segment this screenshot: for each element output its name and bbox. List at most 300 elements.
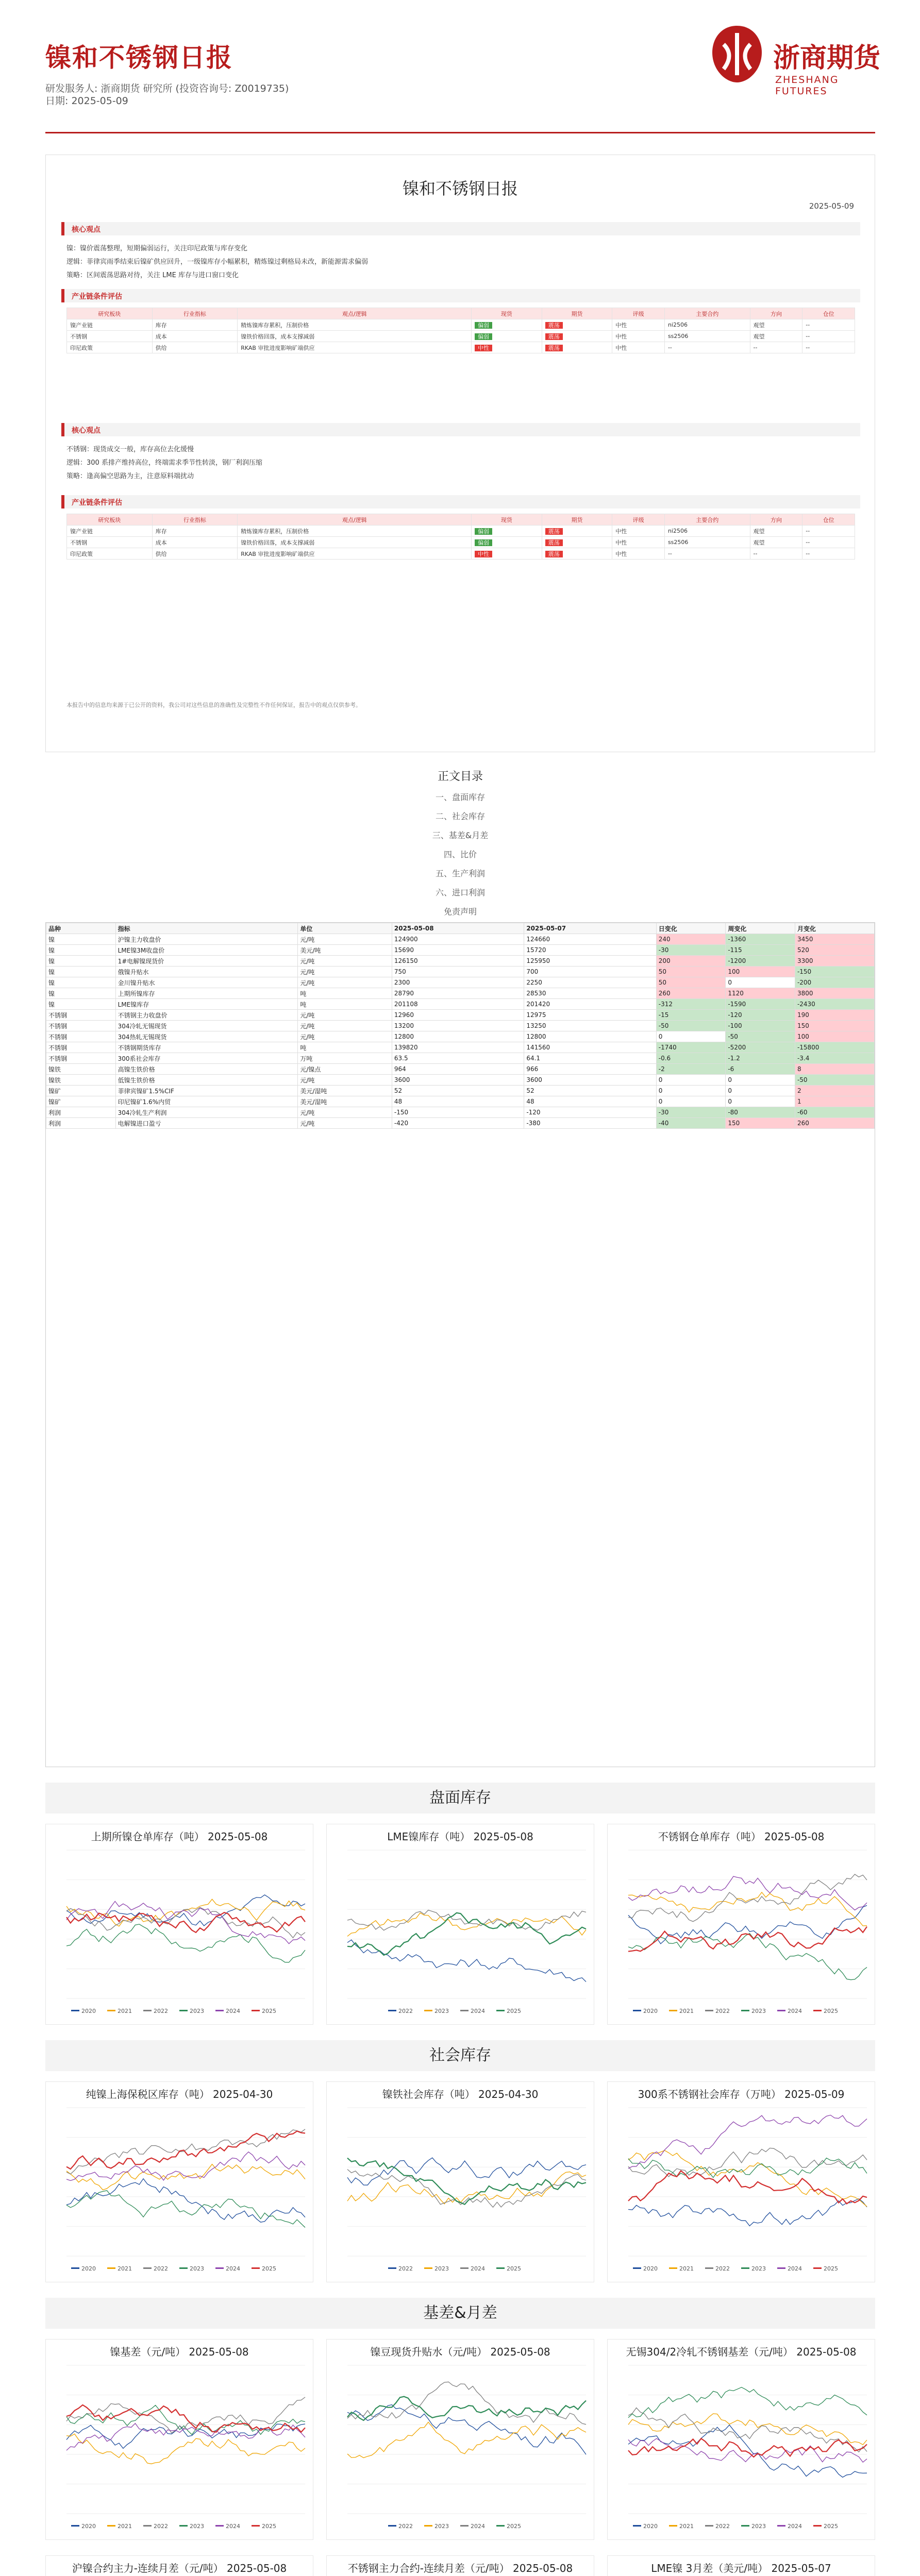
table-cell: -200 [795,977,874,988]
legend-swatch [388,2267,396,2269]
chart-title: 沪镍合约主力-连续月差（元/吨） 2025-05-08 [72,2562,287,2574]
table-cell: 中性 [612,331,665,342]
table-cell: 0 [726,1096,795,1107]
series-line [628,2438,867,2462]
chart-plot [608,2103,875,2282]
legend-swatch [424,2525,432,2527]
table-cell: 中性 [612,548,665,560]
legend-label: 2025 [507,2523,521,2530]
report-title: 镍和不锈钢日报 [45,43,233,73]
chart-legend [388,2523,521,2530]
table-cell: -3.4 [795,1053,874,1064]
legend-label: 2021 [118,2008,132,2014]
toc-item[interactable]: 二、社会库存 [435,811,485,821]
table-cell: 库存 [152,526,238,537]
legend-swatch [424,2267,432,2269]
table-cell: -1740 [656,1042,726,1053]
legend-label: 2023 [751,2265,766,2272]
section-banner-1: 盘面库存 [45,1783,875,1814]
table-cell: -- [802,319,855,331]
table-header-cell: 仓位 [802,308,855,319]
legend-swatch [179,2010,188,2011]
chart-plot [608,1845,875,2024]
table-cell: -420 [392,1118,524,1129]
legend-label: 2022 [154,2265,168,2272]
toc-item[interactable]: 四、比价 [443,850,477,859]
toc-item[interactable]: 三、基差&月差 [432,831,489,840]
legend-swatch [741,2010,749,2011]
legend-swatch [777,2525,785,2527]
table-header-cell: 方向 [750,308,802,319]
table-cell: LME镍库存 [115,999,298,1010]
table-cell [472,548,542,560]
legend-label: 2025 [824,2523,838,2530]
legend-swatch [633,2267,641,2269]
legend-label: 2025 [507,2008,521,2014]
table-cell: 镍矿 [46,1096,116,1107]
table-cell: 美元/湿吨 [298,1086,392,1096]
table-header-cell: 主要合约 [664,308,750,319]
table-cell: 不锈钢 [46,1042,116,1053]
market-summary-table [45,922,875,1767]
sheet-title: 镍和不锈钢日报 [402,179,518,198]
nickel-point: 逻辑：菲律宾雨季结束后镍矿供应回升，一级镍库存小幅累积，精炼镍过剩格局未改，新能源需求偏弱 [66,258,369,266]
table-cell: 0 [656,1031,726,1042]
toc-item[interactable]: 六、进口利润 [435,888,485,897]
chart-card [326,2081,594,2282]
chart-card [45,2339,313,2540]
table-cell: -312 [656,999,726,1010]
chart-card [326,1824,594,2025]
rating-badge: 震荡 [545,345,563,351]
table-cell: -- [750,342,802,353]
table-header-cell: 研究板块 [67,514,153,526]
table-cell: -50 [656,1021,726,1031]
table-cell: -- [802,526,855,537]
table-cell: 15690 [392,945,524,956]
table-cell: -- [664,548,750,560]
table-cell: 139820 [392,1042,524,1053]
table-header-cell: 单位 [298,923,392,934]
industry-table-bar-2: 产业链条件评估 [61,495,860,509]
series-line [347,2158,586,2205]
table-header-cell: 品种 [46,923,116,934]
table-cell: 150 [726,1118,795,1129]
table-cell: ni2506 [664,319,750,331]
table-cell: 供给 [152,548,238,560]
legend-swatch [813,2267,822,2269]
table-row [67,548,855,560]
table-of-contents [45,757,875,922]
legend-swatch [705,2010,713,2011]
series-line [66,1899,305,1926]
table-cell: ni2506 [664,526,750,537]
table-cell: 利润 [46,1107,116,1118]
table-cell: 元/吨 [298,1107,392,1118]
table-cell: 304冷轧生产利润 [115,1107,298,1118]
table-cell: ss2506 [664,537,750,548]
chart-card [607,1824,875,2025]
chart-title: LME镍 3月差（美元/吨） 2025-05-07 [651,2562,831,2574]
legend-label: 2020 [81,2523,96,2530]
table-cell: 镍产业链 [67,526,153,537]
series-line [347,2405,586,2455]
legend-swatch [633,2525,641,2527]
table-cell: 不锈钢主力收盘价 [115,1010,298,1021]
ss-point: 逻辑：300 系排产维持高位，终端需求季节性转淡，钢厂利润压缩 [66,459,262,467]
table-cell: 观望 [750,319,802,331]
table-cell: -1.2 [726,1053,795,1064]
toc-item[interactable]: 一、盘面库存 [435,792,485,802]
industry-table-2 [66,514,855,560]
table-header-row [46,923,875,934]
series-line [347,1940,586,1981]
legend-label: 2023 [190,2523,204,2530]
legend-label: 2021 [118,2265,132,2272]
table-header-cell: 评级 [612,308,665,319]
legend-swatch [424,2010,432,2011]
table-cell: 28530 [524,988,656,999]
rating-badge: 震荡 [545,528,563,535]
legend-label: 2024 [471,2523,485,2530]
table-row [46,977,875,988]
series-line [628,2148,867,2177]
table-cell: 0 [726,1086,795,1096]
legend-label: 2025 [507,2265,521,2272]
legend-swatch [71,2267,79,2269]
table-cell [542,331,612,342]
legend-swatch [179,2525,188,2527]
legend-label: 2023 [190,2265,204,2272]
table-cell: 元/吨 [298,1075,392,1086]
table-cell: -40 [656,1118,726,1129]
table-cell: 3800 [795,988,874,999]
legend-label: 2021 [679,2523,694,2530]
legend-swatch [777,2010,785,2011]
legend-swatch [460,2267,469,2269]
table-cell: 利润 [46,1118,116,1129]
table-cell [542,319,612,331]
chart-plot [327,1845,594,2024]
legend-label: 2023 [434,2008,449,2014]
ss-section-bar: 核心观点 [61,423,860,436]
chart-plot [46,1845,313,2024]
table-cell [472,342,542,353]
chart-title: 300系不锈钢社会库存（万吨） 2025-05-09 [638,2088,845,2100]
table-cell: LME镍3M收盘价 [115,945,298,956]
table-cell: 304热轧无锡现货 [115,1031,298,1042]
table-header-cell: 观点/逻辑 [238,514,472,526]
series-line [66,1912,305,1933]
table-cell: 镍铁 [46,1075,116,1086]
table-cell: 不锈钢 [46,1053,116,1064]
table-cell: 观望 [750,331,802,342]
table-cell: 2 [795,1086,874,1096]
legend-swatch [496,2525,505,2527]
chart-card [607,2081,875,2282]
table-cell: 沪镍主力收盘价 [115,934,298,945]
legend-swatch [813,2525,822,2527]
table-cell: 库存 [152,319,238,331]
table-cell: 镍 [46,977,116,988]
series-line [628,2414,867,2445]
chart-card [607,2555,875,2576]
table-row [46,1086,875,1096]
table-cell: 元/吨 [298,977,392,988]
chart-card [326,2555,594,2576]
legend-label: 2020 [643,2265,658,2272]
chart-legend [633,2265,838,2272]
legend-label: 2024 [471,2265,485,2272]
chart-plot [327,2360,594,2539]
table-row [46,967,875,977]
table-row [46,1021,875,1031]
ss-point: 不锈钢：现货成交一般，库存高位去化缓慢 [66,446,194,453]
table-row [46,1107,875,1118]
legend-swatch [633,2010,641,2011]
table-cell: 元/吨 [298,1021,392,1031]
table-cell: 50 [656,977,726,988]
legend-swatch [777,2267,785,2269]
table-cell: 12975 [524,1010,656,1021]
table-cell [542,342,612,353]
table-header-cell: 期货 [542,514,612,526]
rating-badge: 偏弱 [475,539,492,546]
table-cell: -115 [726,945,795,956]
legend-label: 2024 [788,2008,802,2014]
legend-swatch [813,2010,822,2011]
table-header-cell: 2025-05-08 [392,923,524,934]
table-cell: 金川镍升贴水 [115,977,298,988]
legend-label: 2023 [751,2008,766,2014]
table-cell: 电解镍进口盈亏 [115,1118,298,1129]
table-cell: 中性 [612,319,665,331]
logo-text-cn: 浙商期货 [773,43,881,74]
legend-label: 2024 [226,2523,240,2530]
table-cell: 0 [726,977,795,988]
legend-label: 2021 [679,2265,694,2272]
table-cell: 不锈钢 [67,537,153,548]
table-cell: 13250 [524,1021,656,1031]
table-cell: 3450 [795,934,874,945]
series-line [66,1924,305,1962]
series-line [66,2434,305,2464]
table-header-cell: 指标 [115,923,298,934]
table-cell: 125950 [524,956,656,967]
table-cell: 镍 [46,988,116,999]
table-cell: 镍矿 [46,1086,116,1096]
chart-legend [71,2523,276,2530]
series-line [347,2382,586,2424]
table-row [67,319,855,331]
meta-line: 日期: 2025-05-09 [45,95,128,107]
table-cell: -- [802,331,855,342]
report-summary-sheet [45,155,875,752]
table-cell: 供给 [152,342,238,353]
table-cell: -80 [726,1107,795,1118]
legend-label: 2022 [715,2523,730,2530]
rating-badge: 震荡 [545,551,563,557]
table-cell: 750 [392,967,524,977]
series-line [347,1913,586,1955]
table-cell: -120 [726,1010,795,1021]
table-cell: 镍 [46,934,116,945]
table-header-cell: 行业指标 [152,514,238,526]
legend-swatch [252,2010,260,2011]
table-cell: 菲律宾镍矿1.5%CIF [115,1086,298,1096]
legend-label: 2020 [643,2008,658,2014]
chart-title: LME镍库存（吨） 2025-05-08 [387,1831,533,1843]
table-row [46,1042,875,1053]
legend-swatch [496,2010,505,2011]
table-header-cell: 研究板块 [67,308,153,319]
table-cell: 镍 [46,967,116,977]
table-cell: 元/吨 [298,1031,392,1042]
table-cell: 260 [795,1118,874,1129]
logo-text-en: ZHESHANG FUTURES [775,74,839,97]
table-cell: -30 [656,1107,726,1118]
legend-label: 2024 [788,2265,802,2272]
table-cell: -1200 [726,956,795,967]
rating-badge: 中性 [475,345,492,351]
table-cell: 0 [656,1075,726,1086]
legend-label: 2022 [715,2008,730,2014]
legend-label: 2022 [398,2008,413,2014]
table-cell: 200 [656,956,726,967]
table-cell [472,537,542,548]
chart-card [326,2339,594,2540]
chart-card [45,1824,313,2025]
chart-title: 纯镍上海保税区库存（吨） 2025-04-30 [86,2088,273,2100]
table-cell: -1590 [726,999,795,1010]
legend-label: 2025 [262,2008,276,2014]
legend-label: 2024 [226,2008,240,2014]
table-row [46,945,875,956]
table-cell: 吨 [298,988,392,999]
report-meta [45,82,289,107]
table-row [46,956,875,967]
chart-title: 不锈钢仓单库存（吨） 2025-05-08 [658,1831,825,1843]
table-cell: 52 [524,1086,656,1096]
series-line [628,2425,867,2478]
table-cell: 0 [726,1075,795,1086]
series-line [628,1876,867,1910]
table-row [46,999,875,1010]
legend-swatch [71,2010,79,2011]
table-row [67,331,855,342]
chart-card [607,2339,875,2540]
table-cell: 不锈钢 [67,331,153,342]
table-header-cell: 2025-05-07 [524,923,656,934]
table-cell: 150 [795,1021,874,1031]
table-cell: -50 [726,1031,795,1042]
toc-item[interactable]: 免责声明 [443,907,477,917]
chart-legend [71,2008,276,2014]
table-cell: 126150 [392,956,524,967]
table-cell: 元/吨 [298,1010,392,1021]
legend-label: 2023 [751,2523,766,2530]
table-cell: -- [664,342,750,353]
table-cell: 镍 [46,956,116,967]
table-cell: 美元/吨 [298,945,392,956]
table-cell: 48 [524,1096,656,1107]
table-cell: -5200 [726,1042,795,1053]
table-cell: 50 [656,967,726,977]
table-cell: 吨 [298,1042,392,1053]
table-cell: 元/吨 [298,956,392,967]
table-cell: -50 [795,1075,874,1086]
legend-label: 2022 [715,2265,730,2272]
table-cell: 中性 [612,526,665,537]
legend-swatch [215,2010,224,2011]
table-cell: 966 [524,1064,656,1075]
table-cell: -2430 [795,999,874,1010]
table-cell: 印尼镍矿1.6%内贸 [115,1096,298,1107]
table-cell: 260 [656,988,726,999]
chart-legend [633,2008,838,2014]
report-header [0,0,920,107]
sheet-fine-print: 本报告中的信息均来源于已公开的资料，我公司对这些信息的准确性及完整性不作任何保证，报告中的观点仅供参考。 [66,702,361,708]
table-cell: 300系社会库存 [115,1053,298,1064]
table-row [46,988,875,999]
table-cell: 成本 [152,331,238,342]
legend-swatch [107,2010,115,2011]
legend-swatch [215,2267,224,2269]
nickel-point: 镍：镍价震荡整理，短期偏弱运行，关注印尼政策与库存变化 [66,245,248,252]
series-line [66,2179,305,2223]
legend-swatch [705,2267,713,2269]
series-line [347,2158,586,2185]
toc-item[interactable]: 五、生产利润 [435,869,485,878]
legend-label: 2024 [226,2265,240,2272]
table-cell: 镍铁 [46,1064,116,1075]
series-line [628,2387,867,2418]
table-cell: 12800 [392,1031,524,1042]
table-cell: -- [750,548,802,560]
industry-table-bar: 产业链条件评估 [61,289,860,302]
table-cell: 成本 [152,537,238,548]
table-cell: 700 [524,967,656,977]
table-row [67,526,855,537]
legend-swatch [252,2525,260,2527]
table-cell: -15800 [795,1042,874,1053]
table-cell: -150 [795,967,874,977]
table-cell: 高镍生铁价格 [115,1064,298,1075]
table-cell: 124900 [392,934,524,945]
legend-label: 2022 [398,2265,413,2272]
series-line [347,1913,586,1937]
chart-card [45,2081,313,2282]
table-header-cell: 现货 [472,514,542,526]
table-cell: -6 [726,1064,795,1075]
table-header-cell: 观点/逻辑 [238,308,472,319]
table-cell: -60 [795,1107,874,1118]
table-cell: -2 [656,1064,726,1075]
rating-badge: 震荡 [545,322,563,329]
legend-swatch [496,2267,505,2269]
series-line [66,2191,305,2228]
legend-label: 2025 [824,2265,838,2272]
table-row [46,934,875,945]
legend-swatch [143,2525,152,2527]
chart-title: 镍豆现货升贴水（元/吨） 2025-05-08 [370,2346,550,2358]
table-cell: 1 [795,1096,874,1107]
table-cell: 元/吨 [298,934,392,945]
table-row [46,1118,875,1129]
legend-swatch [107,2525,115,2527]
rating-badge: 中性 [475,551,492,557]
table-cell: 不锈钢 [46,1010,116,1021]
